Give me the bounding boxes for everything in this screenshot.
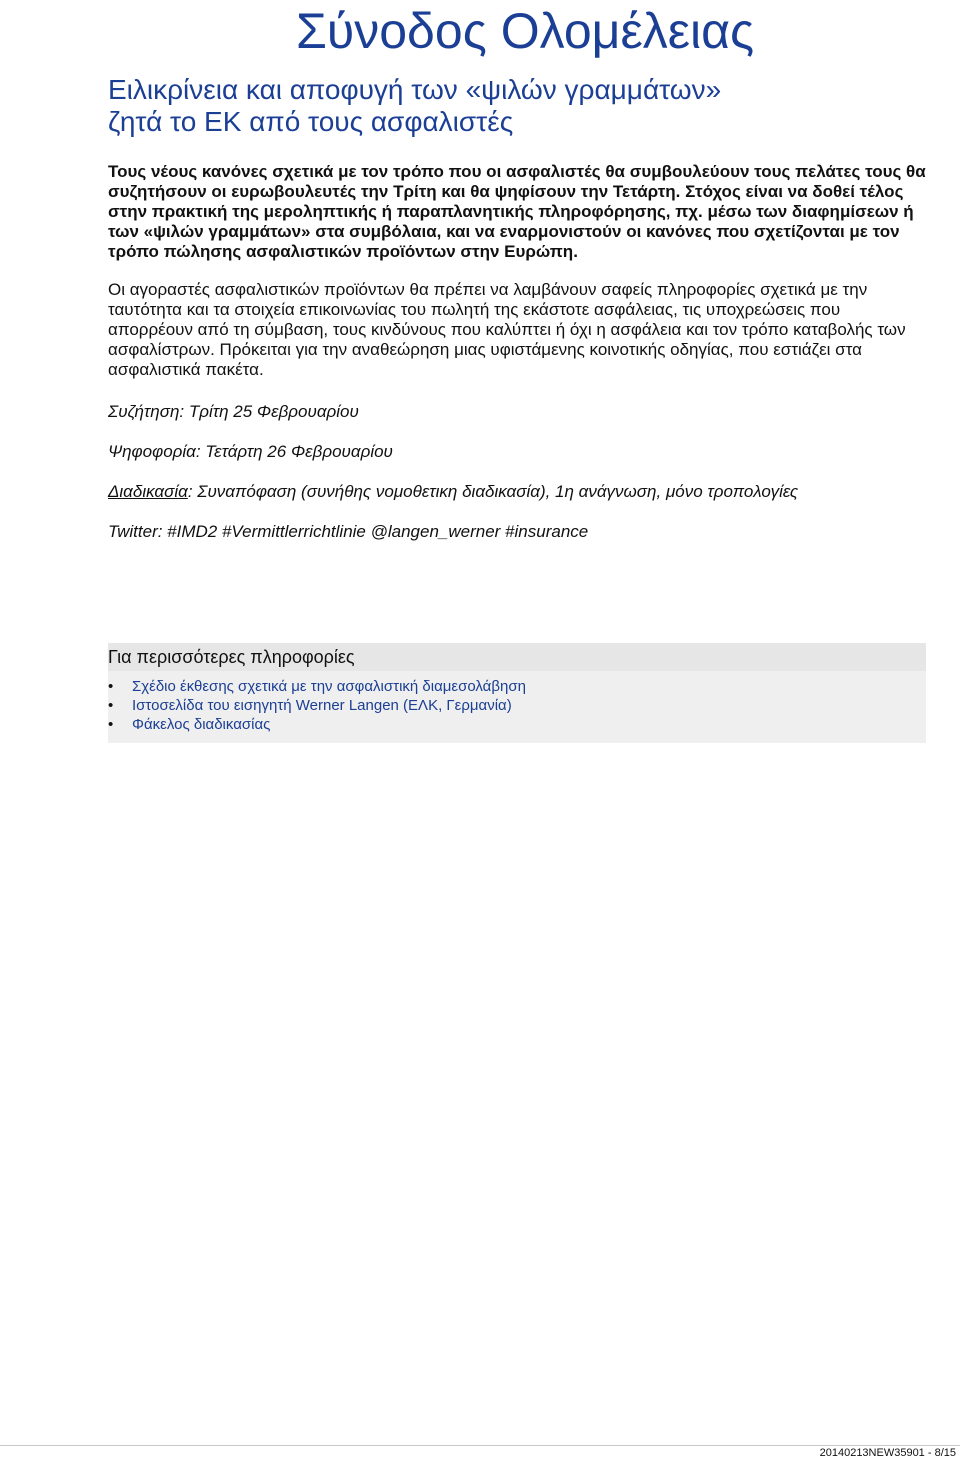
list-item [108,696,926,715]
footer-divider [0,1445,960,1446]
draft-report-link[interactable]: Σχέδιο έκθεσης σχετικά με την ασφαλιστική διαμεσολάβηση [132,678,526,695]
procedure [108,482,928,502]
article-lead: Τους νέους κανόνες σχετικά με τον τρόπο που οι ασφαλιστές θα συμβουλεύουν τους πελάτες τους θα συζητήσουν οι ευρωβουλευτές την Τρίτη και θα ψηφίσουν την Τετάρτη. Στόχος είναι να δοθεί τέλος στην πρακτική της μεροληπτικής ή παραπλανητικής πληροφόρησης, πχ. μέσω των διαφημίσεων ή των «ψιλών γραμμάτων» στα συμβόλαια, και να εναρμονιστούν οι κανόνες που σχετίζονται με τον τρόπο πώλησης ασφαλιστικών προϊόντων στην Ευρώπη. [108,162,926,261]
article [108,74,928,542]
more-info-box [108,643,926,743]
article-title-line-2: ζητά το ΕΚ από τους ασφαλιστές [108,106,514,137]
procedure-text: : Συναπόφαση (συνήθης νομοθετικη διαδικασία), 1η ανάγνωση, μόνο τροπολογίες [187,482,799,501]
vote-date: Ψηφοφορία: Τετάρτη 26 Φεβρουαρίου [108,442,393,461]
more-info-list [108,677,926,734]
twitter-tags: Twitter: #IMD2 #Vermittlerrichtlinie @langen_werner #insurance [108,522,589,541]
article-title [108,74,928,138]
procedure-label: Διαδικασία [108,482,188,501]
list-item [108,677,926,696]
bullet-icon: • [108,697,114,714]
article-body: Οι αγοραστές ασφαλιστικών προϊόντων θα πρέπει να λαμβάνουν σαφείς πληροφορίες σχετικά με την ταυτότητα και τα στοιχεία επικοινωνίας του πωλητή της εκάστοτε ασφάλειας, τις υποχρεώσεις που απορρέουν από τη σύμβαση, τους κινδύνους που καλύπτει ή όχι η ασφάλεια και τον τρόπο καταβολής των ασφαλίστρων. Πρόκειται για την αναθεώρηση μιας υφιστάμενης κοινοτικής οδηγίας, που εστιάζει στα ασφαλιστικά πακέτα. [108,280,906,379]
rapporteur-page-link[interactable]: Ιστοσελίδα του εισηγητή Werner Langen (ΕΛΚ, Γερμανία) [132,697,512,714]
page-title: Σύνοδος Ολομέλειας [296,3,755,59]
list-item [108,715,926,734]
procedure-file-link[interactable]: Φάκελος διαδικασίας [132,716,271,733]
bullet-icon: • [108,716,114,733]
article-title-line-1: Ειλικρίνεια και αποφυγή των «ψιλών γραμμάτων» [108,74,722,105]
debate-date: Συζήτηση: Τρίτη 25 Φεβρουαρίου [108,402,359,421]
bullet-icon: • [108,678,114,695]
more-info-heading: Για περισσότερες πληροφορίες [108,643,926,671]
footer-page-code: 20140213NEW35901 - 8/15 [819,1447,956,1459]
